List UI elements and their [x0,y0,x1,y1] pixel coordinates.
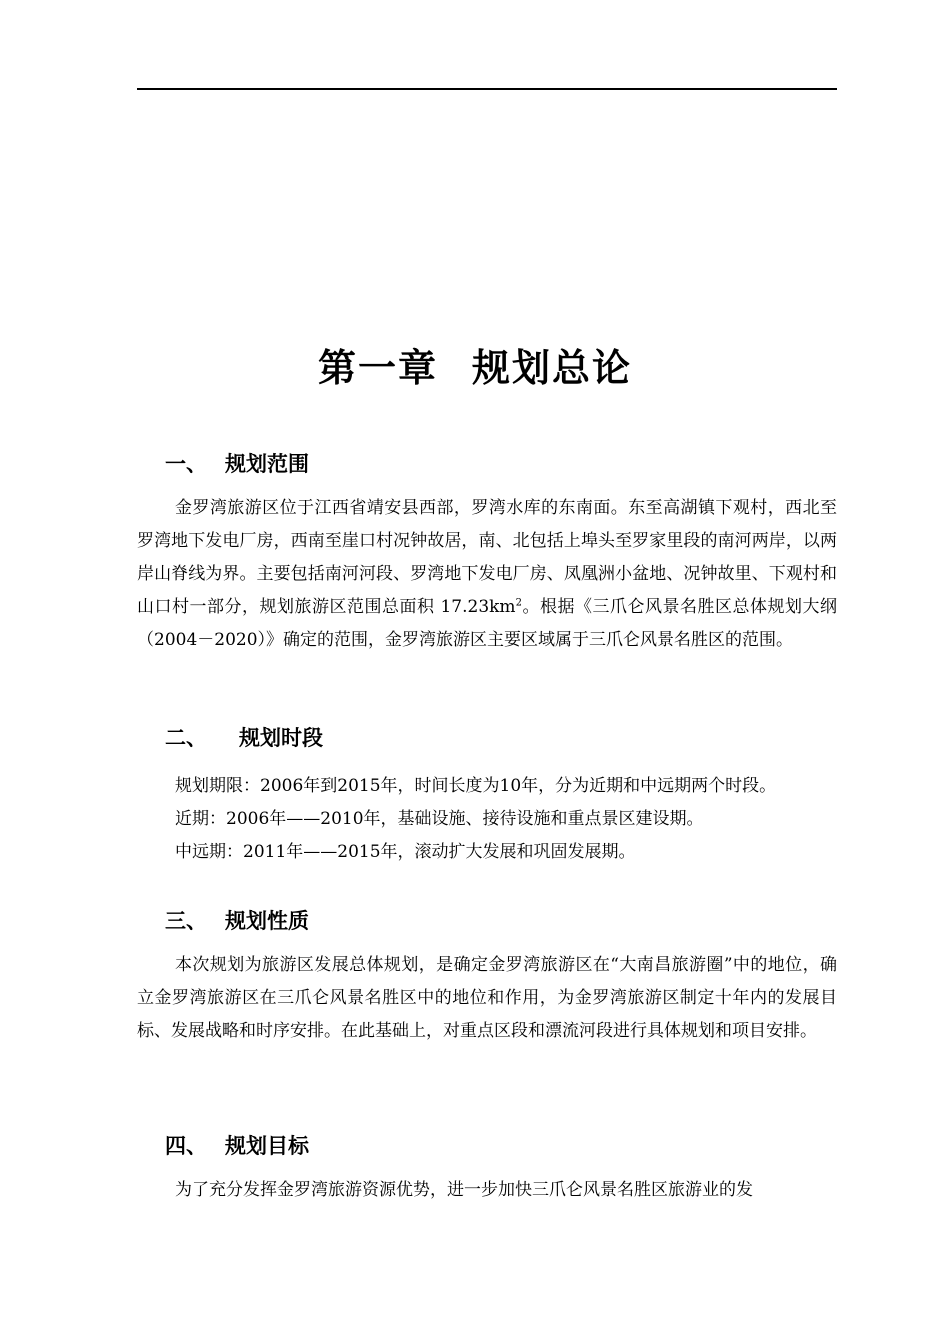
section-number: 四、 [165,1134,207,1158]
superscript: 2 [515,597,522,609]
period-lines [137,770,837,869]
section-nature [137,901,837,1048]
section-title: 规划时段 [239,726,323,750]
section-heading [137,901,837,941]
section-period [137,718,837,869]
section-number: 三、 [165,909,207,933]
paragraph-text: 金罗湾旅游区位于江西省靖安县西部，罗湾水库的东南面。东至高湖镇下观村，西北至罗湾地下发电厂房，西南至崖口村况钟故居，南、北包括上埠头至罗家里段的南河两岸，以两岸山脊线为界。主要包括南河河段、罗湾地下发电厂房、凤凰洲小盆地、况钟故里、下观村和山口村一部分，规划旅游区范围总面积 17.23km [137,498,837,617]
section-paragraph [137,492,837,657]
section-paragraph: 本次规划为旅游区发展总体规划，是确定金罗湾旅游区在“大南昌旅游圈”中的地位，确立金罗湾旅游区在三爪仑风景名胜区中的地位和作用，为金罗湾旅游区制定十年内的发展目标、发展战略和时序安排。在此基础上，对重点区段和漂流河段进行具体规划和项目安排。 [137,955,837,1041]
header-rule [137,88,837,90]
section-goals [137,1126,837,1207]
section-heading [137,718,837,758]
paragraph-text: 。根据《三爪仑风景名胜区总体规划大纲（2004－2020）》确定的范围，金罗湾旅游区主要区域属于三爪仑风景名胜区的范围。 [137,597,837,650]
section-number: 二、 [165,726,207,750]
section-title: 规划范围 [225,452,309,476]
chapter-name: 规划总论 [472,346,633,390]
section-heading [137,444,837,484]
period-line: 中远期：2011年——2015年，滚动扩大发展和巩固发展期。 [175,842,636,862]
period-line: 近期：2006年——2010年，基础设施、接待设施和重点景区建设期。 [175,809,704,829]
section-title: 规划目标 [225,1134,309,1158]
section-scope [137,444,837,657]
chapter-title [0,338,950,398]
section-number: 一、 [165,452,207,476]
chapter-number: 第一章 [317,346,438,390]
section-title: 规划性质 [225,909,309,933]
period-line: 规划期限：2006年到2015年，时间长度为10年，分为近期和中远期两个时段。 [175,776,777,796]
section-heading [137,1126,837,1166]
section-paragraph: 为了充分发挥金罗湾旅游资源优势，进一步加快三爪仑风景名胜区旅游业的发 [175,1180,753,1200]
